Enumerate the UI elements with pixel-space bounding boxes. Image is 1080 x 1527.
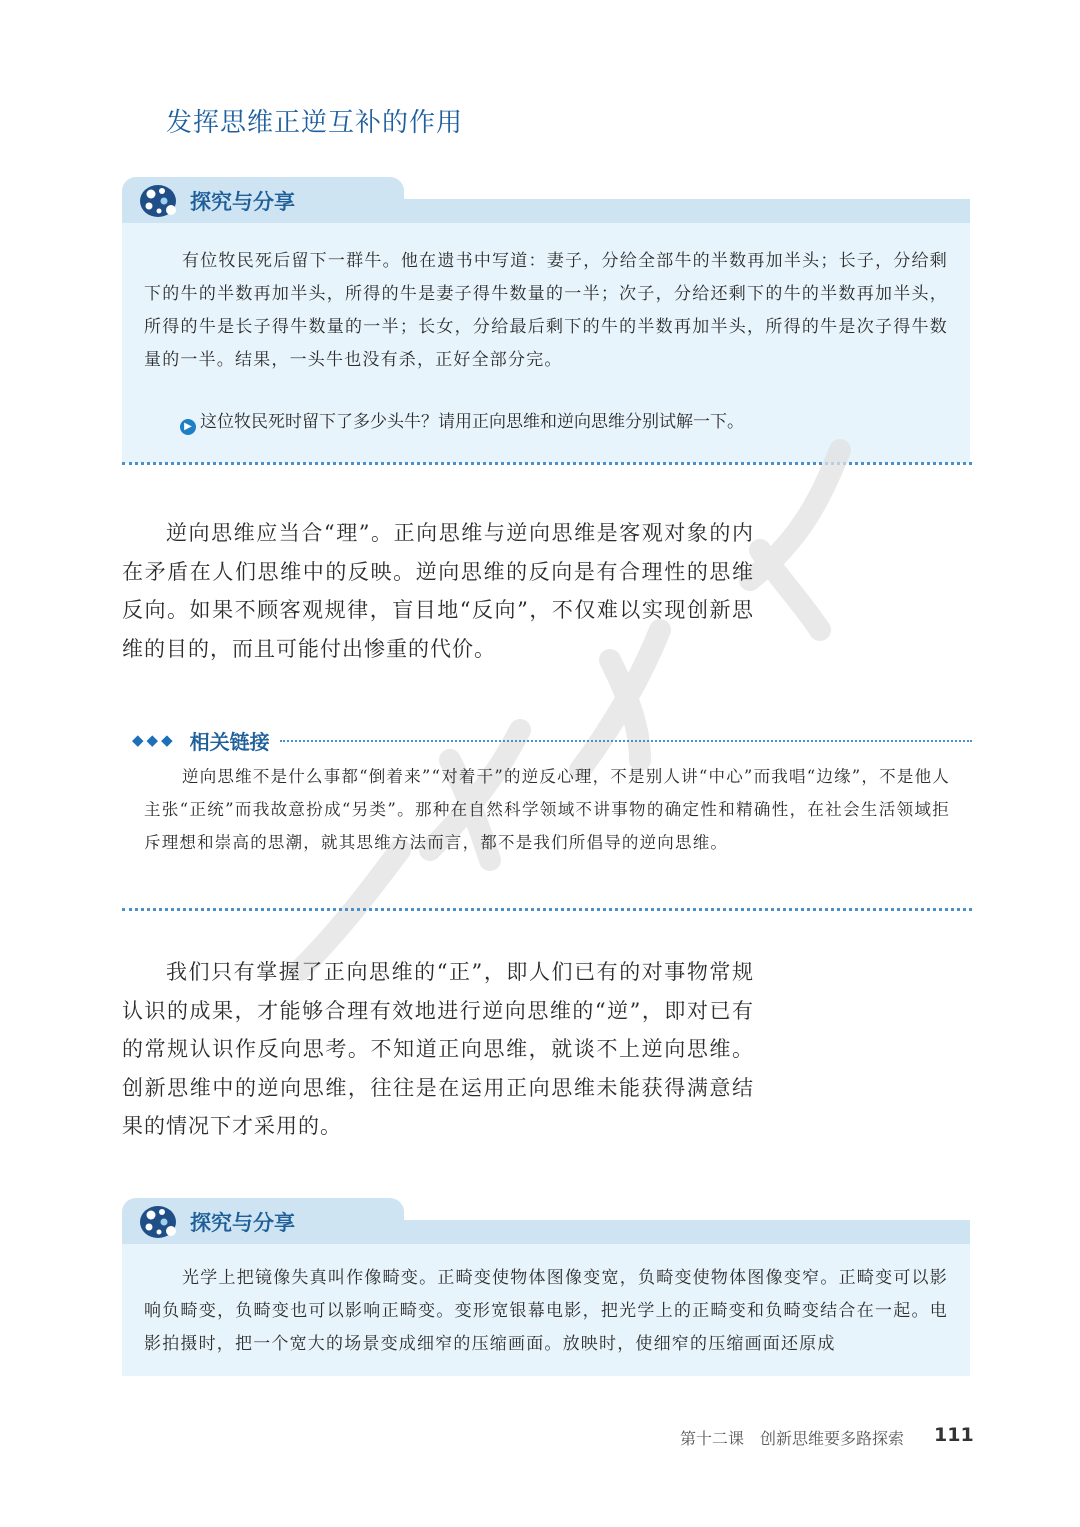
explore-share-text: 有位牧民死后留下一群牛。他在遗书中写道：妻子，分给全部牛的半数再加半头；长子，分给剩下的牛的半数再加半头，所得的牛是妻子得牛数量的一半；次子，分给还剩下的牛的半数再加半头，所得的牛是长子得牛数量的一半；长女，分给最后剩下的牛的半数再加半头，所得的牛是次子得牛数量的一半。结果，一头牛也没有杀，正好全部分完。	[144, 251, 948, 370]
explore-header	[122, 177, 970, 223]
divider	[122, 462, 972, 465]
divider	[122, 908, 972, 911]
explore-share-label: 探究与分享	[190, 190, 295, 214]
discussion-question: ▶ 这位牧民死时留下了多少头牛？请用正向思维和逆向思维分别试解一下。	[122, 377, 970, 435]
page-number: 111	[934, 1424, 974, 1446]
related-link-text: 逆向思维不是什么事都“倒着来”“对着干”的逆反心理，不是别人讲“中心”而我唱“边缘”，不是他人主张“正统”而我故意扮成“另类”。那种在自然科学领域不讲事物的确定性和精确性，在社会生活领域拒斥理想和崇高的思潮，就其思维方法而言，都不是我们所倡导的逆向思维。	[144, 767, 950, 852]
paragraph-mastery: 我们只有掌握了正向思维的“正”，即人们已有的对事物常规认识的成果，才能够合理有效地进行逆向思维的“逆”，即对已有的常规认识作反向思考。不知道正向思维，就谈不上逆向思维。创新思维中的逆向思维，往往是在运用正向思维未能获得满意结果的情况下才采用的。	[122, 960, 754, 1138]
explore-share-label: 探究与分享	[190, 1211, 295, 1235]
section-title: 发挥思维正逆互补的作用	[166, 108, 464, 138]
related-link-header	[132, 726, 972, 754]
footer-lesson: 第十二课 创新思维要多路探索	[679, 1429, 904, 1448]
explore-share-icon	[138, 183, 180, 219]
explore-header	[122, 1198, 970, 1244]
related-link-dots	[280, 740, 972, 742]
explore-share-box-2	[122, 1198, 970, 1376]
explore-share-icon	[138, 1204, 180, 1240]
paragraph-reasoning: 逆向思维应当合“理”。正向思维与逆向思维是客观对象的内在矛盾在人们思维中的反映。逆向思维的反向是有合理性的思维反向。如果不顾客观规律，盲目地“反向”，不仅难以实现创新思维的目的，而且可能付出惨重的代价。	[122, 521, 754, 661]
explore-share-text: 光学上把镜像失真叫作像畸变。正畸变使物体图像变宽，负畸变使物体图像变窄。正畸变可以影响负畸变，负畸变也可以影响正畸变。变形宽银幕电影，把光学上的正畸变和负畸变结合在一起。电影拍摄时，把一个宽大的场景变成细窄的压缩画面。放映时，使细窄的压缩画面还原成	[144, 1268, 948, 1354]
play-bullet-icon: ▶	[180, 419, 196, 435]
diamond-icons: ◆◆◆	[132, 731, 176, 749]
explore-share-box-1	[122, 177, 970, 463]
related-link-title: 相关链接	[189, 729, 270, 754]
